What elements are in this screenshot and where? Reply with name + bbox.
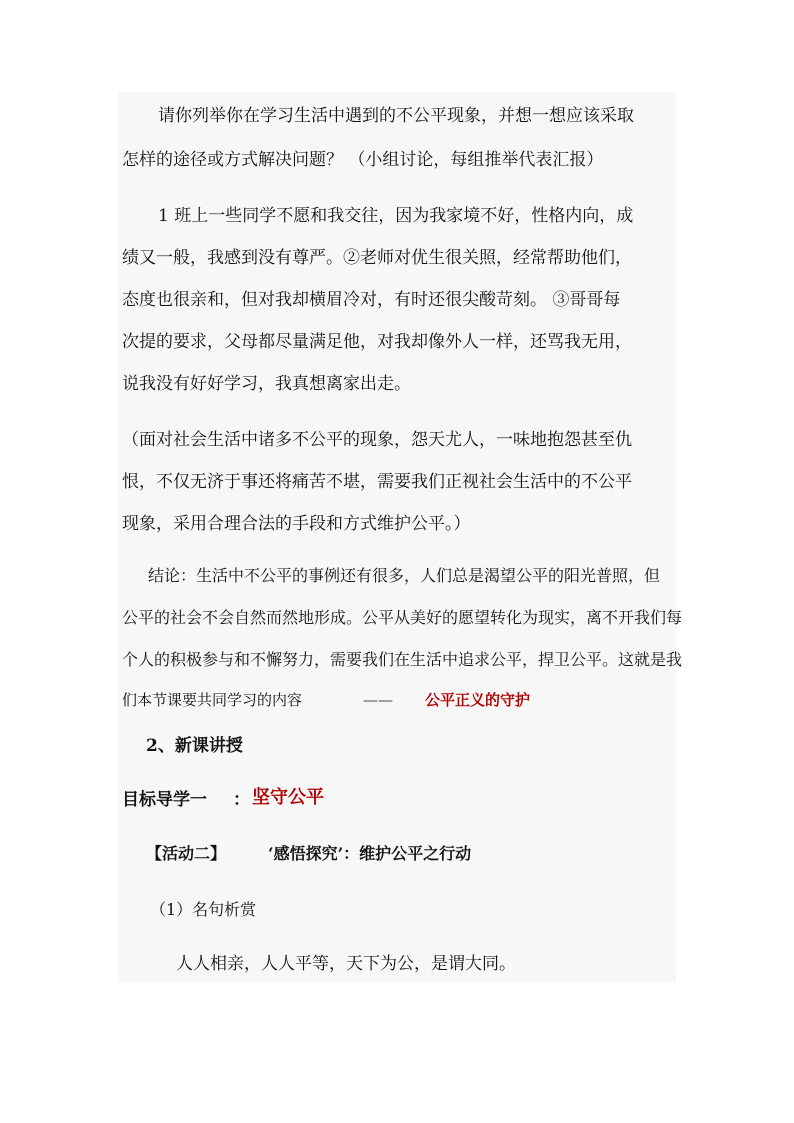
content-area xyxy=(118,92,683,982)
para4-topic: 公平正义的守护 xyxy=(425,691,531,709)
para3-line3: 现象，采用合理合法的手段和方式维护公平。） xyxy=(122,514,471,534)
para2-line3: 态度也很亲和，但对我却横眉冷对，有时还很尖酸苛刻。 ③哥哥每 xyxy=(122,290,621,310)
para4-line3: 个人的积极参与和不懈努力，需要我们在生活中追求公平，捍卫公平。这就是我 xyxy=(122,650,683,669)
section-heading: 2、新课讲授 xyxy=(146,736,243,756)
para4-line4-main: 们本节课要共同学习的内容 xyxy=(122,691,303,709)
para2-line2: 绩又一般，我感到没有尊严。②老师对优生很关照，经常帮助他们， xyxy=(122,248,632,268)
para4-line1: 结论：生活中不公平的事例还有很多，人们总是渴望公平的阳光普照，但 xyxy=(148,566,661,585)
para2-line1: 1 班上一些同学不愿和我交往，因为我家境不好，性格内向，成 xyxy=(158,206,634,226)
para4-dash: —— xyxy=(363,691,393,709)
para3-line2: 恨，不仅无济于事还将痛苦不堪，需要我们正视社会生活中的不公平 xyxy=(122,472,632,492)
subsection-label: （1）名句析赏 xyxy=(150,900,257,919)
para2-line5: 说我没有好好学习，我真想离家出走。 xyxy=(122,374,411,394)
activity-label: 【活动二】 xyxy=(146,844,227,863)
goal-prefix: 目标导学一 xyxy=(122,790,207,810)
para1-line2: 怎样的途径或方式解决问题？ （小组讨论，每组推举代表汇报） xyxy=(122,150,604,170)
goal-colon: ： xyxy=(233,790,250,810)
para2-line4: 次提的要求，父母都尽量满足他，对我却像外人一样，还骂我无用， xyxy=(122,332,632,352)
activity-title: ‘感悟探究’：维护公平之行动 xyxy=(268,844,472,863)
famous-quote: 人人相亲，人人平等，天下为公，是谓大同。 xyxy=(176,954,516,974)
para3-line1: （面对社会生活中诸多不公平的现象，怨天尤人，一味地抱怨甚至仇 xyxy=(122,430,632,450)
para4-line2: 公平的社会不会自然而然地形成。公平从美好的愿望转化为现实，离不开我们每 xyxy=(122,608,683,627)
goal-title: 坚守公平 xyxy=(252,787,324,808)
para1-line1: 请你列举你在学习生活中遇到的不公平现象，并想一想应该采取 xyxy=(158,106,634,126)
